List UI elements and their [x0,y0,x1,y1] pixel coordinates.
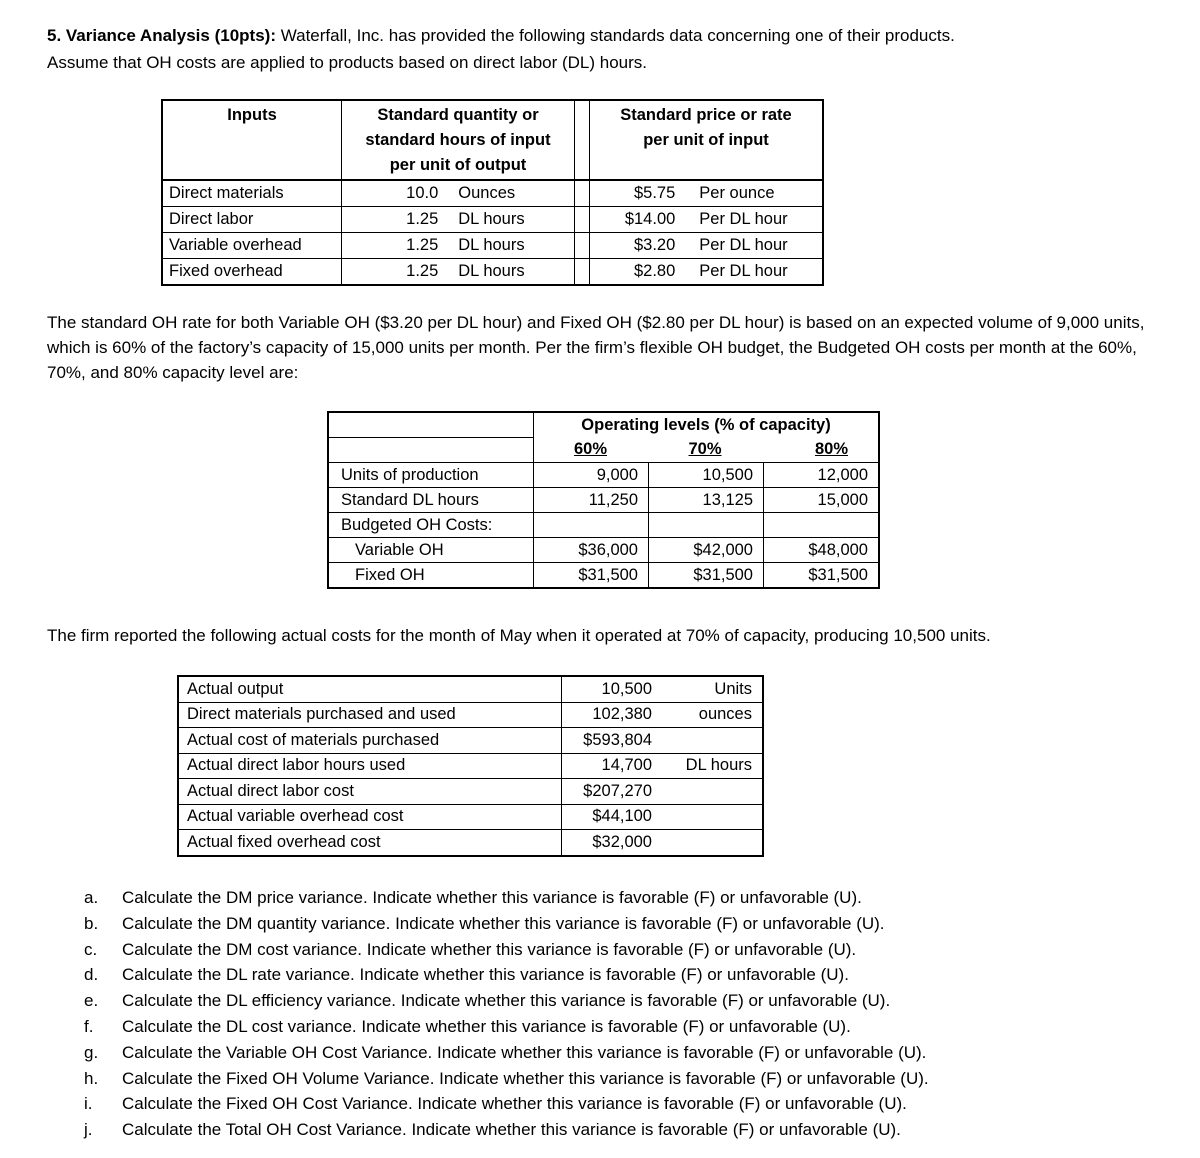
standards-table [161,99,824,286]
standards-header-row [162,100,823,180]
table-row [178,753,763,779]
cell-value: 15,000 [764,488,880,513]
header-standard-price: Standard price or rate per unit of input [590,100,824,180]
std-price-unit: Per DL hour [699,262,788,280]
question-item [84,911,1084,937]
question-text: Calculate the Variable OH Cost Variance. Indicate whether this variance is favorable (F) or unfavorable (U). [122,1042,927,1062]
cell-value: $31,500 [764,563,880,589]
question-letter: g. [84,1042,99,1062]
row-unit: DL hours [656,753,763,779]
table-row [328,538,879,563]
question-letter: b. [84,913,99,933]
actual-costs-paragraph: The firm reported the following actual costs for the month of May when it operated at 70% of capacity, producing 10,500 units. [47,626,991,645]
row-unit [656,728,763,754]
question-item [84,1066,1084,1092]
question-letter: e. [84,991,99,1011]
row-label: Budgeted OH Costs: [328,513,534,538]
problem-title: 5. Variance Analysis (10pts): [47,26,276,45]
question-letter: i. [84,1094,93,1114]
cell-value [534,513,649,538]
row-label: Actual cost of materials purchased [178,728,562,754]
level-80: 80% [764,438,880,463]
std-price-unit: Per DL hour [679,207,823,233]
table-row [178,728,763,754]
table-row [178,804,763,830]
question-text: Calculate the DL efficiency variance. Indicate whether this variance is favorable (F) or unfavorable (U). [122,991,891,1011]
row-label: Standard DL hours [328,488,534,513]
table-row [328,513,879,538]
question-text: Calculate the DL cost variance. Indicate whether this variance is favorable (F) or unfavorable (U). [122,1016,851,1036]
table-row [328,488,879,513]
gap-cell [575,233,590,259]
question-text: Calculate the DM quantity variance. Indicate whether this variance is favorable (F) or unfavorable (U). [122,913,885,933]
question-item [84,1014,1084,1040]
header-inputs: Inputs [162,100,342,180]
cell-value: $36,000 [534,538,649,563]
cell-value: 13,125 [649,488,764,513]
row-label: Direct materials purchased and used [178,702,562,728]
cell-value: $48,000 [764,538,880,563]
question-item [84,1091,1084,1117]
gap-cell [575,180,590,207]
row-label: Actual direct labor cost [178,779,562,805]
row-amount: $593,804 [562,728,657,754]
question-letter: a. [84,888,99,907]
table-row [162,180,823,207]
table-row [178,702,763,728]
row-amount: $32,000 [592,832,652,851]
intro-line-1: Waterfall, Inc. has provided the following standards data concerning one of their products. [280,26,955,45]
input-label: Direct materials [162,180,342,207]
level-60: 60% [534,438,649,463]
question-text: Calculate the DL rate variance. Indicate whether this variance is favorable (F) or unfavorable (U). [122,965,849,985]
row-label: Actual variable overhead cost [178,804,562,830]
row-amount: $207,270 [562,779,657,805]
row-label: Actual direct labor hours used [178,753,562,779]
row-label: Actual output [178,676,562,702]
question-item [84,988,1084,1014]
gap-cell [575,259,590,286]
question-text: Calculate the Fixed OH Volume Variance. Indicate whether this variance is favorable (F) or unfavorable (U). [122,1068,929,1088]
question-item [84,962,1084,988]
row-label: Actual fixed overhead cost [178,830,562,856]
std-qty: 10.0 [342,180,443,207]
table-row [328,463,879,488]
std-price: $14.00 [590,207,680,233]
std-qty-unit: Ounces [442,180,574,207]
row-amount: 10,500 [562,676,657,702]
question-item [84,885,1084,911]
row-amount: 14,700 [562,753,657,779]
row-amount: $44,100 [562,804,657,830]
question-item [84,937,1084,963]
empty-cell [328,412,534,438]
cell-value: 12,000 [764,463,880,488]
input-label: Variable overhead [162,233,342,259]
question-letter: j. [84,1120,93,1140]
std-qty: 1.25 [406,262,439,280]
intro-line-2: Assume that OH costs are applied to products based on direct labor (DL) hours. [47,53,648,72]
table-row [328,563,879,589]
table-row [162,233,823,259]
row-unit: ounces [656,702,763,728]
std-price-unit: Per ounce [679,180,823,207]
std-price: $2.80 [634,262,676,280]
problem-heading [47,22,1167,76]
std-price: $5.75 [590,180,680,207]
question-letter: c. [84,939,98,959]
cell-value [649,513,764,538]
actual-costs-table [177,675,764,857]
row-label: Variable OH [328,538,534,563]
std-price: $3.20 [590,233,680,259]
question-text: Calculate the DM cost variance. Indicate whether this variance is favorable (F) or unfavorable (U). [122,939,857,959]
flexible-budget-table [327,411,880,589]
table-row [178,676,763,702]
cell-value: 9,000 [534,463,649,488]
table-row [178,779,763,805]
input-label: Direct labor [162,207,342,233]
cell-value: 11,250 [534,488,649,513]
question-text: Calculate the Total OH Cost Variance. Indicate whether this variance is favorable (F) or unfavorable (U). [122,1120,901,1140]
row-unit [656,779,763,805]
question-item [84,1040,1084,1066]
level-70: 70% [649,438,764,463]
header-standard-quantity: Standard quantity or standard hours of input per unit of output [342,100,575,180]
question-letter: h. [84,1068,99,1088]
cell-value: $31,500 [649,563,764,589]
question-letter: f. [84,1016,94,1036]
table-row [178,830,763,856]
std-qty-unit: DL hours [442,259,574,286]
std-qty-unit: DL hours [442,207,574,233]
table-row [162,259,823,286]
row-amount: 102,380 [562,702,657,728]
cell-value: $31,500 [534,563,649,589]
cell-value [764,513,880,538]
oh-rate-paragraph: The standard OH rate for both Variable OH ($3.20 per DL hour) and Fixed OH ($2.80 per DL hour) is based on an expected volume of 9,000 units, which is 60% of the factory’s capacity of 15,000 units per month. Per the firm’s flexible OH budget, the Budgeted OH costs per month at the 60%, 70%, and 80% capacity level are: [47,313,1145,382]
header-gap [575,100,590,180]
cell-value: $42,000 [649,538,764,563]
question-text: Calculate the Fixed OH Cost Variance. Indicate whether this variance is favorable (F) or unfavorable (U). [122,1094,907,1114]
cell-value: 10,500 [649,463,764,488]
question-text: Calculate the DM price variance. Indicate whether this variance is favorable (F) or unfavorable (U). [122,888,862,907]
row-unit: Units [656,676,763,702]
operating-levels-title: Operating levels (% of capacity) [534,412,880,438]
std-qty: 1.25 [342,233,443,259]
flex-levels-row [328,438,879,463]
std-qty: 1.25 [342,207,443,233]
std-qty-unit: DL hours [442,233,574,259]
row-label: Fixed OH [328,563,534,589]
flex-title-row [328,412,879,438]
row-unit [656,804,763,830]
row-unit [656,830,763,856]
std-price-unit: Per DL hour [679,233,823,259]
input-label: Fixed overhead [162,259,342,286]
gap-cell [575,207,590,233]
question-letter: d. [84,965,99,985]
row-label: Units of production [328,463,534,488]
question-item [84,1117,1084,1143]
empty-cell [328,438,534,463]
table-row [162,207,823,233]
questions-list [84,885,1084,1143]
